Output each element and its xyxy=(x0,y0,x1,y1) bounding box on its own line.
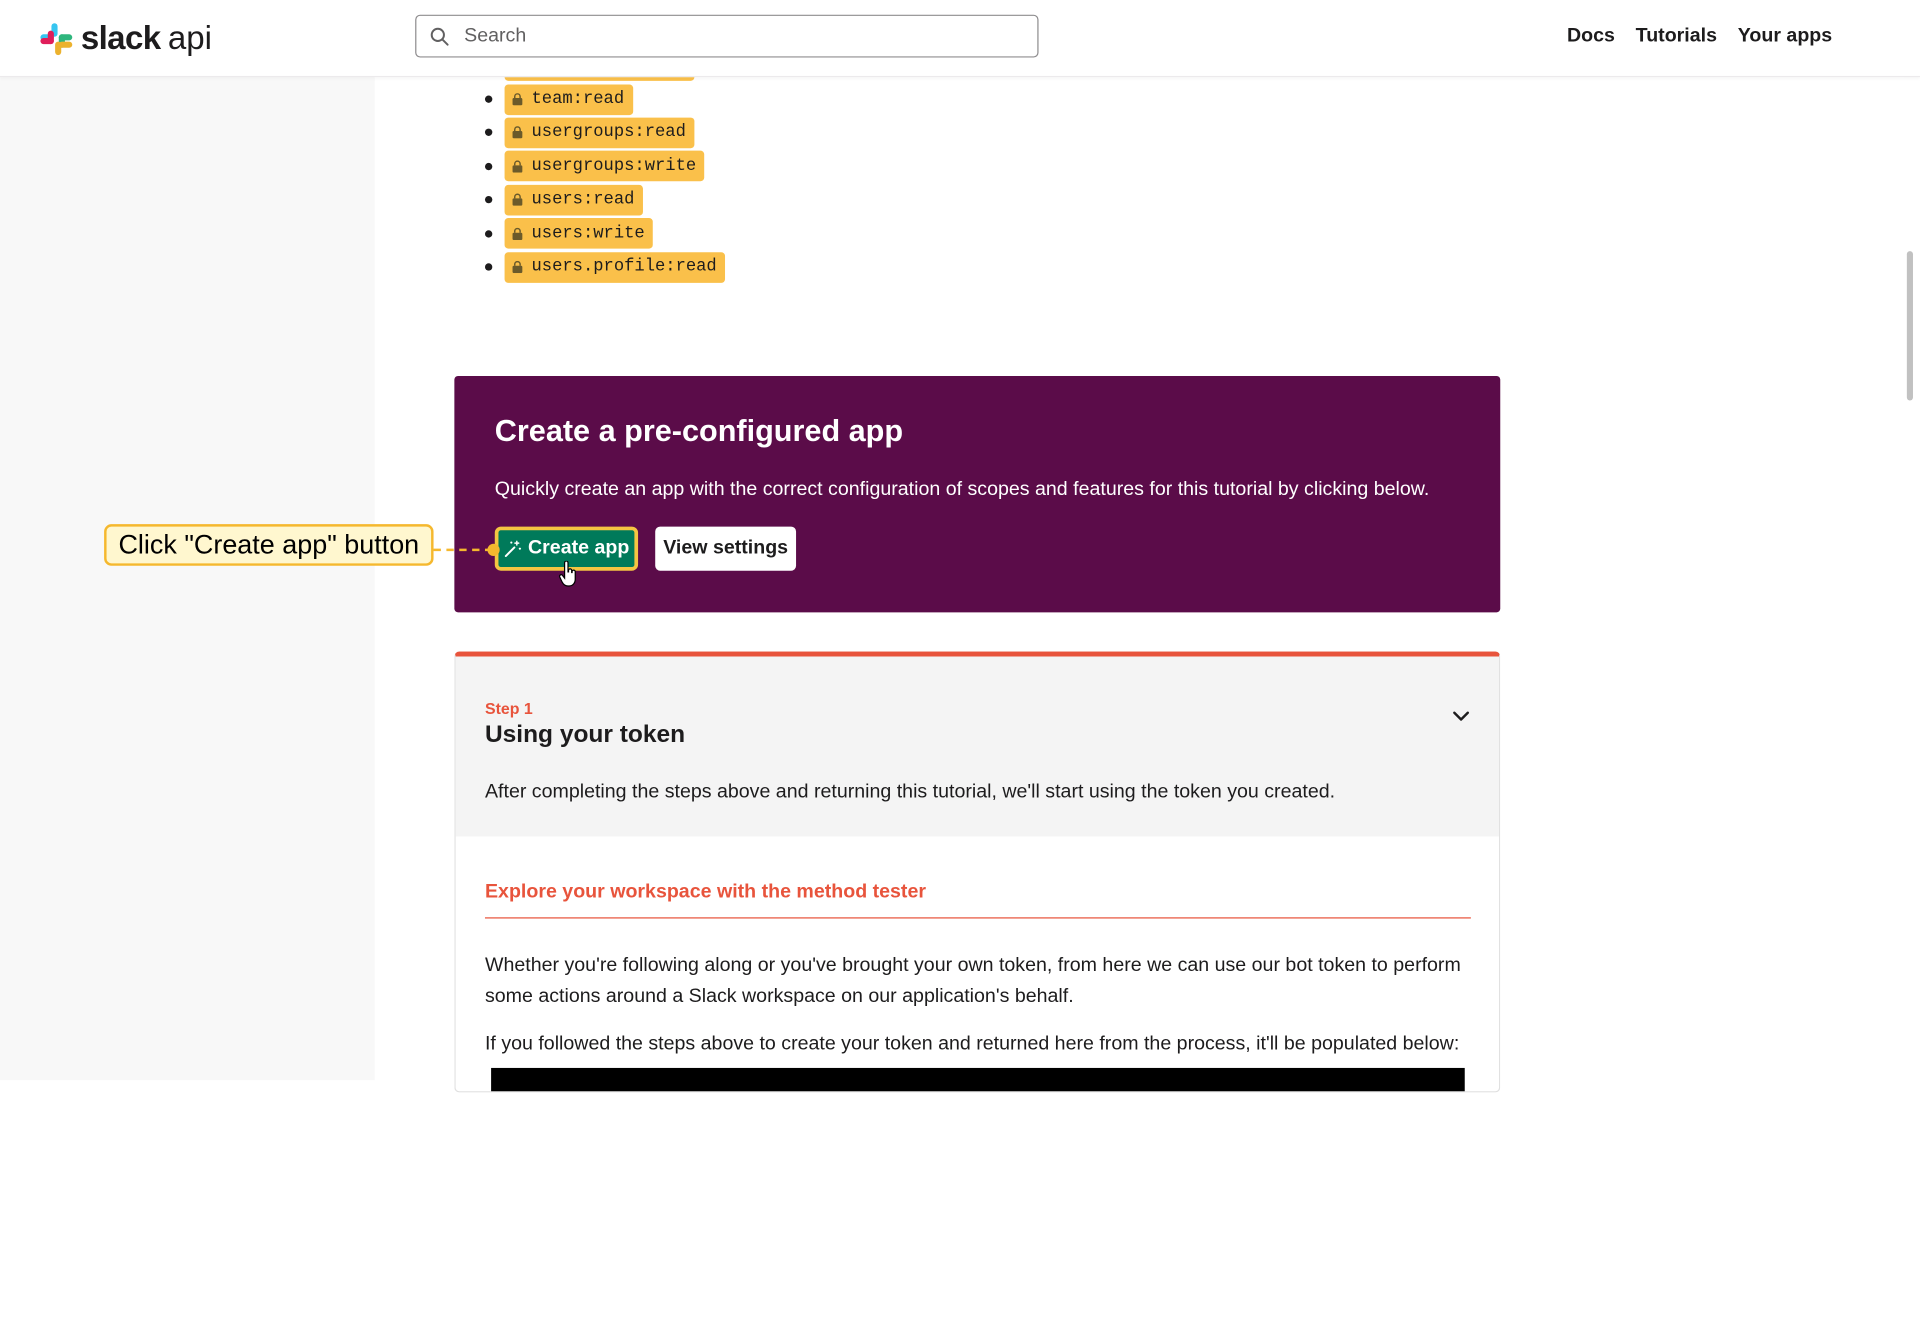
hand-cursor-icon xyxy=(558,561,578,588)
bullet xyxy=(485,163,492,170)
view-settings-button[interactable]: View settings xyxy=(655,527,796,571)
logo-suffix: api xyxy=(167,19,213,57)
lock-icon xyxy=(512,93,523,105)
lock-icon xyxy=(512,127,523,139)
nav-docs[interactable]: Docs xyxy=(1566,25,1615,47)
lock-icon xyxy=(512,160,523,172)
bullet xyxy=(485,129,492,136)
bullet xyxy=(485,263,492,270)
body-paragraph: Whether you're following along or you've brought your own token, from here we can use our bot token to perform some actions around a Slack workspace on our application's behalf. xyxy=(484,955,1461,1007)
left-sidebar xyxy=(0,76,375,1080)
lock-icon xyxy=(512,261,523,273)
scope-chip xyxy=(505,252,726,283)
scrollbar-track[interactable] xyxy=(1904,76,1920,1080)
method-tester-heading[interactable]: Explore your workspace with the method tester xyxy=(484,881,926,903)
scrollbar-thumb[interactable] xyxy=(1907,251,1913,400)
step-card xyxy=(454,652,1500,1093)
scope-chip xyxy=(505,118,695,149)
scope-chip xyxy=(505,218,654,249)
scope-name: users:write xyxy=(531,223,645,244)
lock-icon xyxy=(512,227,523,239)
logo-text: slack xyxy=(80,19,161,57)
slack-logo-icon xyxy=(39,21,73,55)
slack-api-logo[interactable] xyxy=(39,20,212,58)
bullet xyxy=(485,196,492,203)
search-input[interactable] xyxy=(462,24,1038,48)
bullet xyxy=(485,96,492,103)
annotation-callout: Click "Create app" button xyxy=(104,524,433,566)
annotation-pointer xyxy=(487,544,499,556)
scope-name: usergroups:read xyxy=(531,123,686,143)
promo-title: Create a pre-configured app xyxy=(494,413,904,449)
scope-chip xyxy=(505,151,705,182)
lock-icon xyxy=(512,194,523,206)
nav-tutorials[interactable]: Tutorials xyxy=(1635,25,1717,47)
step-label: Step 1 xyxy=(484,699,533,718)
bullet xyxy=(485,230,492,237)
create-app-label: Create app xyxy=(528,537,630,559)
search-box[interactable] xyxy=(415,15,1038,58)
promo-description: Quickly create an app with the correct configuration of scopes and features for this tutorial by clicking below. xyxy=(494,478,1430,500)
scope-name: users.profile:read xyxy=(531,257,717,277)
token-code-block xyxy=(491,1068,1465,1092)
nav-your-apps[interactable]: Your apps xyxy=(1737,25,1833,47)
chevron-down-icon[interactable] xyxy=(1452,710,1469,722)
annotation-connector xyxy=(434,549,493,551)
scope-name: usergroups:write xyxy=(531,156,697,177)
step-title: Using your token xyxy=(484,721,686,749)
step-description: After completing the steps above and returning this tutorial, we'll start using the token you created. xyxy=(484,781,1336,803)
top-nav xyxy=(1567,26,1832,48)
scope-chip xyxy=(505,185,643,216)
body-paragraph: If you followed the steps above to create your token and returned here from the process, it'll be populated below: xyxy=(484,1033,1460,1055)
scope-name: team:read xyxy=(531,89,625,110)
section-divider xyxy=(485,917,1471,918)
scope-name: users:read xyxy=(531,190,635,210)
create-app-panel xyxy=(454,376,1500,612)
step-header[interactable] xyxy=(456,656,1499,836)
scope-chip xyxy=(505,84,633,115)
top-header xyxy=(0,0,1920,77)
magic-wand-icon xyxy=(504,539,522,557)
search-icon xyxy=(430,26,450,46)
